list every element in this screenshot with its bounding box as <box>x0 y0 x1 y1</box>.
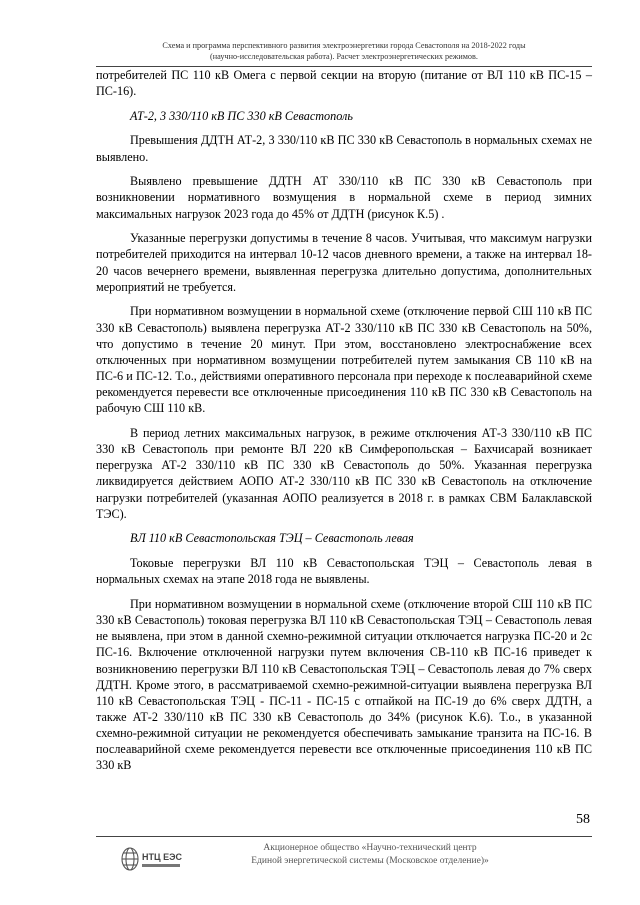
footer-divider <box>96 836 592 837</box>
paragraph: Токовые перегрузки ВЛ 110 кВ Севастопольская ТЭЦ – Севастополь левая в нормальных схемах на этапе 2018 года не выявлены. <box>96 556 592 587</box>
footer-organization <box>200 842 540 868</box>
header-line-1: Схема и программа перспективного развития электроэнергетики города Севастополя на 2018-2022 годы <box>162 41 526 50</box>
paragraph: Указанные перегрузки допустимы в течение 8 часов. Учитывая, что максимум нагрузки потребителей приходится на интервал 10-12 часов дневного времени, а также на интервал 18-20 часов вечернего времени, выявленная перегрузка длительно допустима, дополнительных мероприятий не требуется. <box>96 231 592 294</box>
footer-line-1: Акционерное общество «Научно-технический центр <box>263 843 477 853</box>
paragraph: При нормативном возмущении в нормальной схеме (отключение второй СШ 110 кВ ПС 330 кВ Севастополь) токовая перегрузка ВЛ 110 кВ Севастопольская ТЭЦ – Севастополь левая не выявлена, при этом в данной схемно-режимной ситуации отключается нагрузка ПС-20 и 2с ПС-16. Включение отключенной нагрузки путем включения СВ-110 кВ ПС-16 приведет к возникновению перегрузки ВЛ 110 кВ Севастопольская ТЭЦ – Севастополь левая до 7% сверх ДДТН. Кроме этого, в рассматриваемой схемно-режимной-ситуации выявлена перегрузка ВЛ 110 кВ Севастопольская ТЭЦ - ПС-11 - ПС-15 с отпайкой на ПС-19 до 6% сверх ДДТН, а также АТ-2 330/110 кВ ПС 330 кВ Севастополь до 34% (рисунок К.6). Т.о., в указанной схемно-режимной ситуации не рекомендуется обеспечивать замыкание транзита на ПС-16. В послеаварийной схеме рекомендуется перевести все отключенные присоединения 110 кВ ПС 330 кВ <box>96 596 592 773</box>
logo-text: НТЦ ЕЭС <box>142 852 182 862</box>
section-heading-at2-at3: АТ-2, 3 330/110 кВ ПС 330 кВ Севастополь <box>130 108 353 123</box>
paragraph-continued: потребителей ПС 110 кВ Омега с первой секции на вторую (питание от ВЛ 110 кВ ПС-15 – ПС-16). <box>96 68 592 99</box>
paragraph: Превышения ДДТН АТ-2, 3 330/110 кВ ПС 330 кВ Севастополь в нормальных схемах не выявлено. <box>96 133 592 164</box>
company-logo-icon <box>120 844 182 874</box>
page-number: 58 <box>576 812 590 827</box>
header-line-2: (научно-исследовательская работа). Расчет электроэнергетических режимов. <box>210 52 478 61</box>
running-header <box>96 40 592 62</box>
section-heading-vl-110: ВЛ 110 кВ Севастопольская ТЭЦ – Севастополь левая <box>130 531 414 546</box>
paragraph: При нормативном возмущении в нормальной схеме (отключение первой СШ 110 кВ ПС 330 кВ Севастополь) выявлена перегрузка АТ-2 330/110 кВ ПС 330 кВ Севастополь на 50%, что допустимо в течение 20 минут. При этом, восстановлено электроснабжение всех отключенных при нормативном возмущении потребителей путем замыкания СВ 110 кВ на ПС-6 и ПС-12. Т.о., действиями оперативного персонала при переходе к послеаварийной схеме рекомендуется перевести все отключенные присоединения 110 кВ ПС 330 кВ Севастополь на рабочую СШ 110 кВ. <box>96 304 592 416</box>
paragraph: В период летних максимальных нагрузок, в режиме отключения АТ-3 330/110 кВ ПС 330 кВ Севастополь при ремонте ВЛ 220 кВ Симферопольская – Бахчисарай возникает перегрузка АТ-2 330/110 кВ ПС 330 кВ Севастополь до 50%. Указанная перегрузка ликвидируется действием АОПО АТ-2 330/110 кВ ПС 330 кВ Севастополь на отключение нагрузки потребителей (указанная АОПО реализуется в 2018 г. в рамках СВМ Балаклавской ТЭС). <box>96 425 592 521</box>
document-body <box>96 67 592 774</box>
paragraph: Выявлено превышение ДДТН АТ 330/110 кВ ПС 330 кВ Севастополь при возникновении нормативного возмущения в нормальной схеме в период зимних максимальных нагрузок 2023 года до 45% от ДДТН (рисунок К.5) . <box>96 174 592 221</box>
footer-line-2: Единой энергетической системы (Московское отделение)» <box>251 856 489 866</box>
